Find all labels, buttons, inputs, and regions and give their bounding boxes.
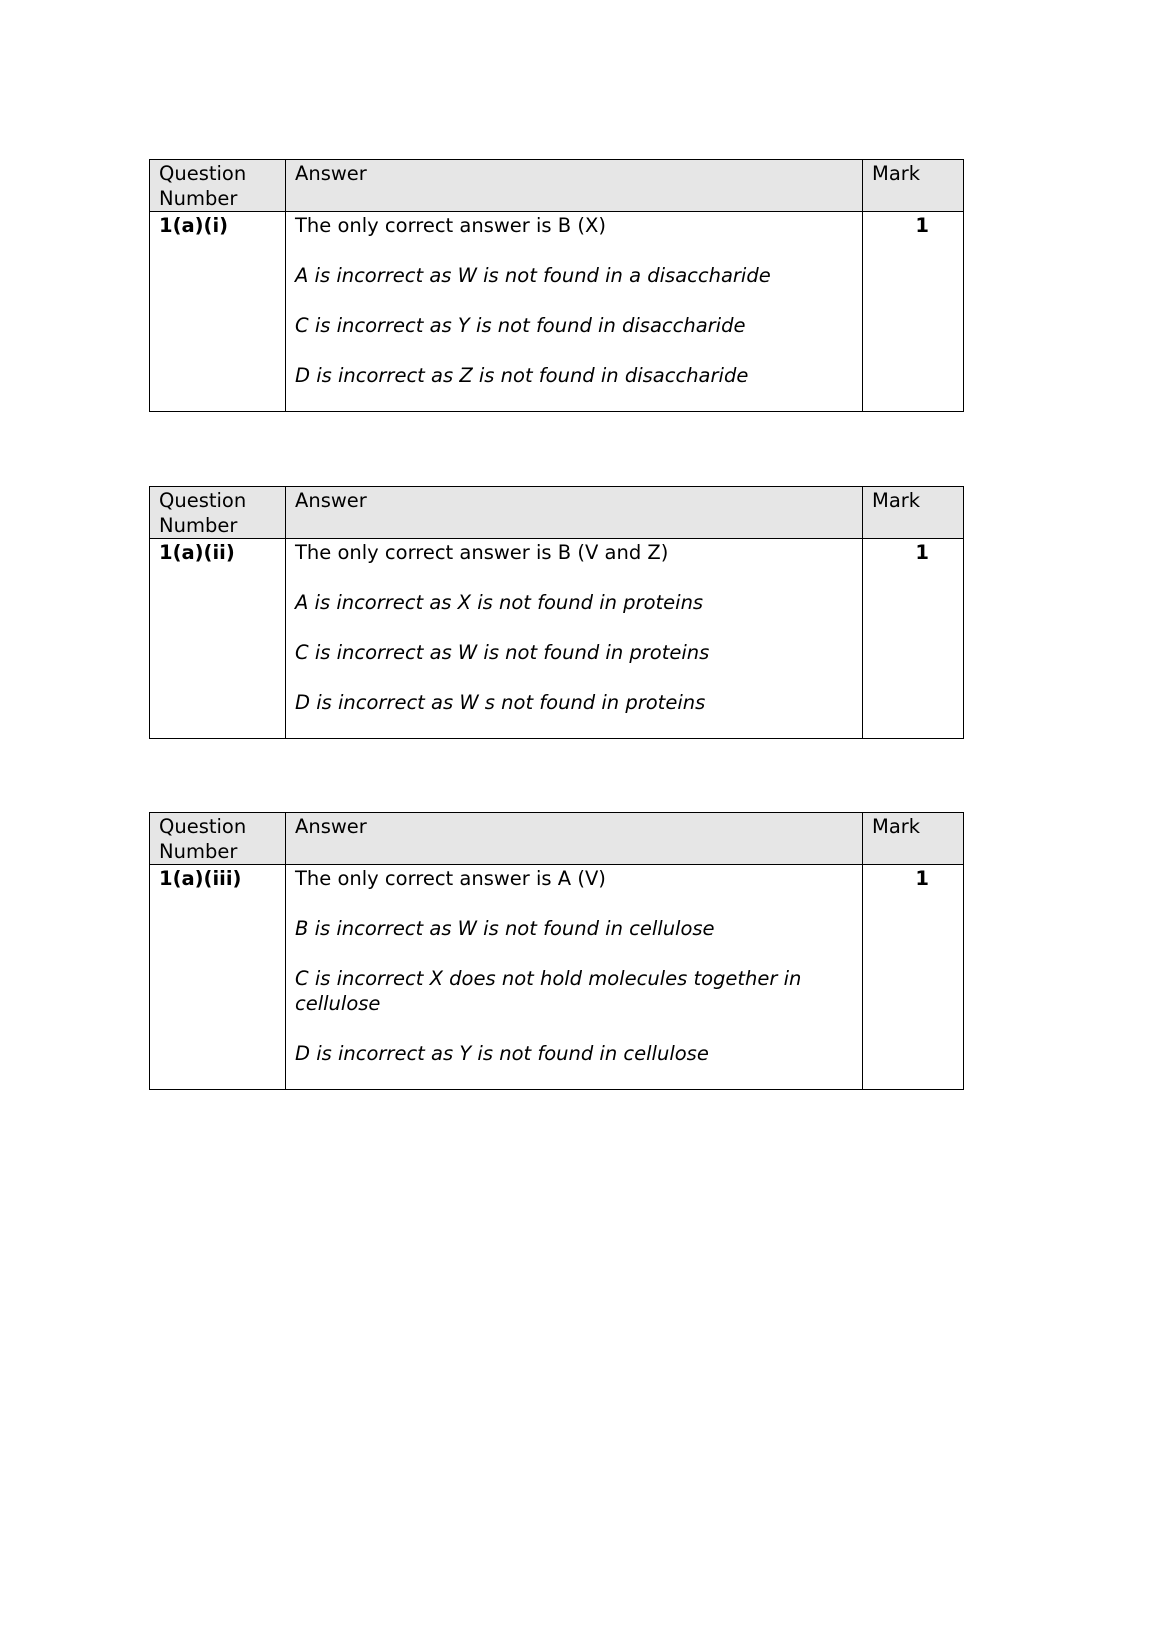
correct-answer: The only correct answer is B (X)	[295, 214, 606, 237]
header-mark: Mark	[863, 160, 964, 212]
question-number: 1(a)(i)	[150, 212, 286, 412]
answer-cell	[286, 865, 863, 1090]
mark-value: 1	[863, 212, 964, 412]
incorrect-note: C is incorrect as Y is not found in disaccharide	[295, 314, 746, 337]
header-answer: Answer	[286, 487, 863, 539]
answer-cell	[286, 539, 863, 739]
question-number: 1(a)(iii)	[150, 865, 286, 1090]
answer-cell	[286, 212, 863, 412]
incorrect-note: C is incorrect as W is not found in proteins	[295, 641, 710, 664]
incorrect-note: D is incorrect as Y is not found in cellulose	[295, 1042, 709, 1065]
header-question-number: Question Number	[150, 813, 286, 865]
mark-scheme-table-1a-ii	[149, 486, 964, 739]
incorrect-note: D is incorrect as Z is not found in disaccharide	[295, 364, 749, 387]
incorrect-note: D is incorrect as W s not found in proteins	[295, 691, 706, 714]
mark-value: 1	[863, 539, 964, 739]
header-question-number: Question Number	[150, 487, 286, 539]
mark-value: 1	[863, 865, 964, 1090]
incorrect-note: A is incorrect as W is not found in a disaccharide	[295, 264, 771, 287]
header-answer: Answer	[286, 813, 863, 865]
correct-answer: The only correct answer is B (V and Z)	[295, 541, 669, 564]
header-answer: Answer	[286, 160, 863, 212]
correct-answer: The only correct answer is A (V)	[295, 867, 606, 890]
header-mark: Mark	[863, 487, 964, 539]
mark-scheme-table-1a-i	[149, 159, 964, 412]
question-number: 1(a)(ii)	[150, 539, 286, 739]
incorrect-note: B is incorrect as W is not found in cellulose	[295, 917, 715, 940]
incorrect-note: C is incorrect X does not hold molecules together in cellulose	[295, 967, 802, 1015]
header-question-number: Question Number	[150, 160, 286, 212]
header-mark: Mark	[863, 813, 964, 865]
incorrect-note: A is incorrect as X is not found in proteins	[295, 591, 704, 614]
mark-scheme-table-1a-iii	[149, 812, 964, 1090]
